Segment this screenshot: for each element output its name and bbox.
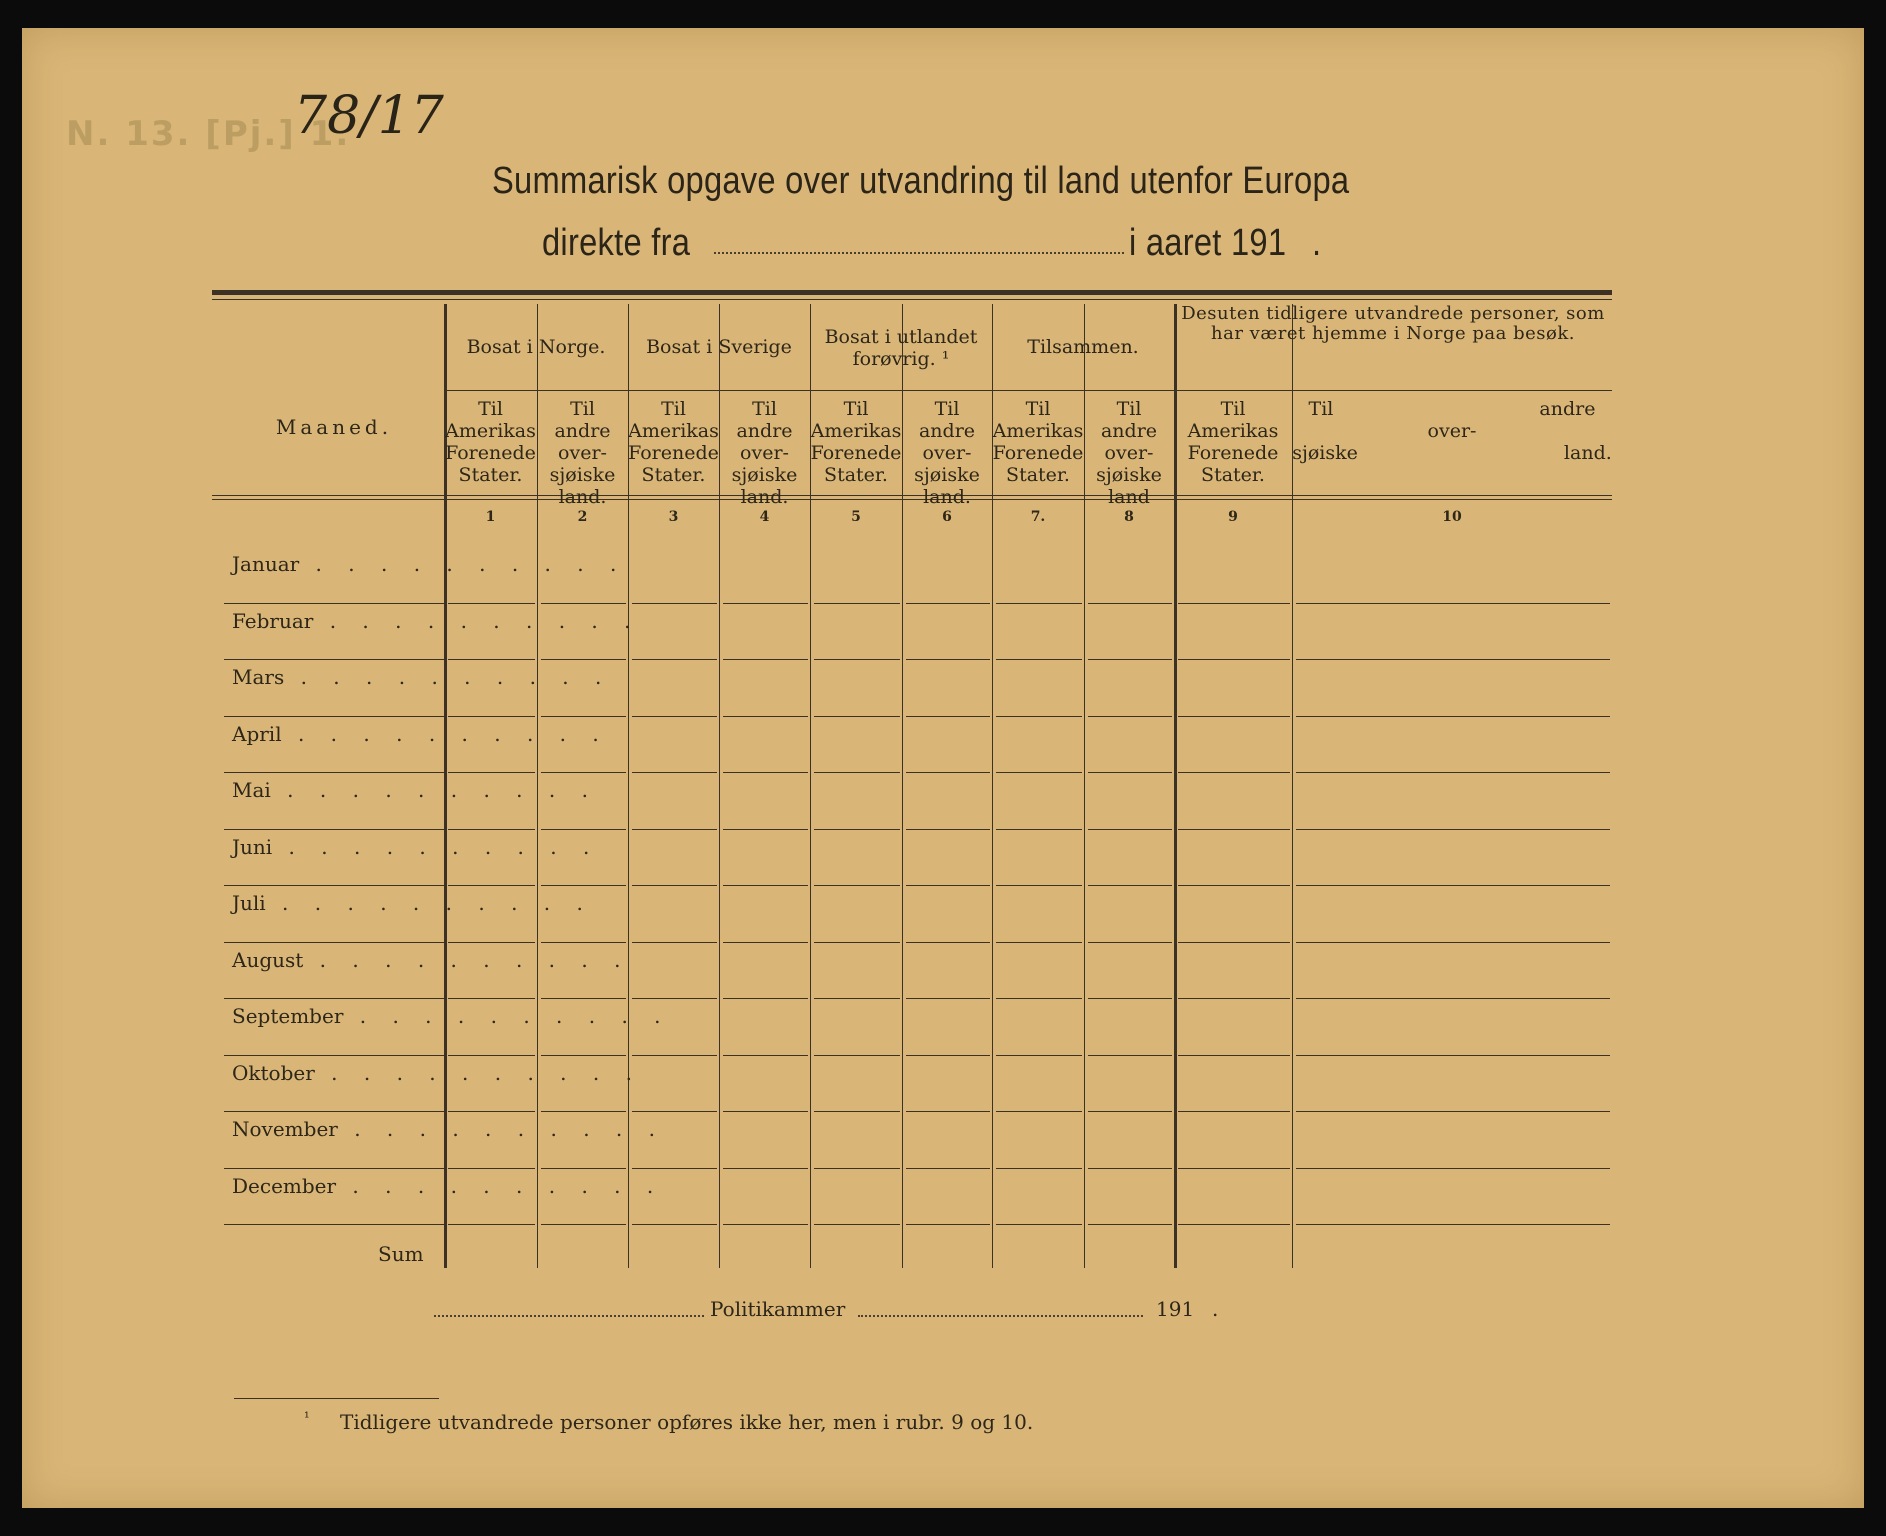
table-cell bbox=[1178, 772, 1290, 773]
table-cell bbox=[814, 1055, 900, 1056]
table-cell bbox=[541, 716, 626, 717]
table-cell bbox=[1088, 829, 1172, 830]
column-number-10: 10 bbox=[1442, 509, 1462, 525]
table-cell bbox=[1296, 716, 1610, 717]
column-number-1: 1 bbox=[485, 509, 496, 525]
table-cell bbox=[1088, 885, 1172, 886]
table-cell bbox=[1178, 603, 1290, 604]
table-cell bbox=[1178, 1224, 1290, 1225]
table-cell bbox=[1088, 942, 1172, 943]
leader-dots: . . . . . . . . . . bbox=[313, 608, 641, 633]
leader-dots: . . . . . . . . . . bbox=[265, 891, 593, 915]
table-cell bbox=[996, 716, 1082, 717]
leader-dots: . . . . . . . . . . bbox=[299, 552, 627, 576]
table-cell bbox=[1296, 885, 1610, 886]
table-cell bbox=[814, 885, 900, 886]
month-row-label bbox=[232, 665, 612, 689]
table-cell bbox=[1178, 1168, 1290, 1169]
table-cell bbox=[448, 1111, 535, 1112]
group-header-underline bbox=[992, 390, 1174, 391]
form-title-line1: Summarisk opgave over utvandring til land utenfor Europa bbox=[492, 160, 1350, 202]
sum-label: Sum bbox=[378, 1242, 424, 1266]
table-cell bbox=[906, 716, 990, 717]
table-cell bbox=[996, 1055, 1082, 1056]
table-cell bbox=[723, 1168, 808, 1169]
group-header-underline bbox=[810, 390, 992, 391]
table-cell bbox=[906, 603, 990, 604]
table-cell bbox=[632, 1111, 717, 1112]
leader-dots: . . . . . . . . . . bbox=[314, 1060, 642, 1085]
table-cell bbox=[723, 603, 808, 604]
month-name: Juni bbox=[232, 834, 273, 859]
table-cell bbox=[996, 1111, 1082, 1112]
group-header-underline bbox=[1174, 390, 1612, 391]
month-name: August bbox=[232, 947, 304, 972]
footer-year: 191 bbox=[1156, 1297, 1195, 1321]
table-cell bbox=[632, 998, 717, 999]
month-row-rule bbox=[224, 603, 444, 604]
table-cell bbox=[541, 772, 626, 773]
leader-dots: . . . . . . . . . . bbox=[272, 834, 600, 859]
table-cell bbox=[632, 659, 717, 660]
month-name: September bbox=[232, 1004, 344, 1028]
month-row-rule bbox=[224, 1224, 444, 1225]
form-title-period: . bbox=[1312, 222, 1322, 264]
table-cell bbox=[814, 603, 900, 604]
table-cell bbox=[541, 1111, 626, 1112]
table-cell bbox=[448, 998, 535, 999]
signature-place-line bbox=[434, 1315, 704, 1317]
leader-dots: . . . . . . . . . . bbox=[270, 778, 598, 802]
month-row-label bbox=[232, 608, 641, 633]
table-cell bbox=[1296, 829, 1610, 830]
table-cell bbox=[996, 829, 1082, 830]
sub-header-1: Til Amerikas Forenede Stater. bbox=[445, 398, 536, 486]
table-cell bbox=[1296, 1168, 1610, 1169]
table-top-heavy-rule bbox=[212, 290, 1612, 295]
table-cell bbox=[1088, 716, 1172, 717]
month-row-label bbox=[232, 1173, 664, 1198]
month-row-rule bbox=[224, 1168, 444, 1169]
table-cell bbox=[541, 885, 626, 886]
table-cell bbox=[448, 603, 535, 604]
table-cell bbox=[814, 659, 900, 660]
table-cell bbox=[1178, 659, 1290, 660]
table-cell bbox=[906, 659, 990, 660]
table-cell bbox=[906, 1111, 990, 1112]
leader-dots: . . . . . . . . . . bbox=[281, 721, 609, 746]
table-cell bbox=[723, 659, 808, 660]
table-cell bbox=[814, 1168, 900, 1169]
month-row-label bbox=[232, 1060, 642, 1085]
table-cell bbox=[541, 603, 626, 604]
table-cell bbox=[996, 885, 1082, 886]
table-cell bbox=[1088, 603, 1172, 604]
table-cell bbox=[723, 942, 808, 943]
table-cell bbox=[448, 716, 535, 717]
table-cell bbox=[632, 829, 717, 830]
table-cell bbox=[1088, 1055, 1172, 1056]
table-cell bbox=[632, 885, 717, 886]
month-name: Februar bbox=[232, 608, 314, 633]
column-number-5: 5 bbox=[851, 509, 861, 525]
group-header-2: Bosat i Sverige bbox=[646, 336, 792, 358]
table-cell bbox=[723, 1224, 808, 1225]
month-column-header: Maaned. bbox=[275, 415, 393, 439]
table-cell bbox=[814, 998, 900, 999]
table-cell bbox=[632, 716, 717, 717]
table-cell bbox=[1178, 716, 1290, 717]
group-header-underline bbox=[444, 390, 628, 391]
group-header-3: Bosat i utlandet forøvrig. ¹ bbox=[824, 326, 978, 370]
table-cell bbox=[1296, 998, 1610, 999]
table-cell bbox=[541, 1055, 626, 1056]
footnote-rule bbox=[234, 1398, 439, 1399]
leader-dots: . . . . . . . . . . bbox=[337, 1117, 665, 1141]
month-row-label bbox=[232, 1117, 665, 1141]
table-cell bbox=[1296, 1111, 1610, 1112]
month-row-rule bbox=[224, 885, 444, 886]
document-page bbox=[22, 28, 1864, 1508]
table-cell bbox=[1296, 659, 1610, 660]
table-cell bbox=[632, 942, 717, 943]
form-title-prefix: direkte fra bbox=[542, 222, 691, 264]
table-cell bbox=[632, 1055, 717, 1056]
emigration-table bbox=[22, 28, 1864, 1508]
table-cell bbox=[632, 603, 717, 604]
table-cell bbox=[996, 942, 1082, 943]
sub-header-8: Til andre over- sjøiske land bbox=[1096, 398, 1162, 508]
table-top-thin-rule bbox=[212, 299, 1612, 300]
month-name: Juli bbox=[232, 891, 266, 915]
sub-header-2: Til andre over- sjøiske land. bbox=[549, 398, 616, 508]
table-cell bbox=[906, 1168, 990, 1169]
table-cell bbox=[541, 998, 626, 999]
group-header-1: Bosat i Norge. bbox=[466, 336, 606, 358]
month-name: December bbox=[232, 1173, 337, 1198]
table-cell bbox=[1178, 885, 1290, 886]
month-row-rule bbox=[224, 1111, 444, 1112]
leader-dots: . . . . . . . . . . bbox=[336, 1173, 664, 1198]
table-cell bbox=[632, 772, 717, 773]
handwritten-note: 78/17 bbox=[294, 86, 444, 146]
table-cell bbox=[448, 1055, 535, 1056]
table-cell bbox=[448, 885, 535, 886]
month-row-label bbox=[232, 552, 627, 576]
table-cell bbox=[541, 942, 626, 943]
table-cell bbox=[906, 772, 990, 773]
month-row-rule bbox=[224, 829, 444, 830]
table-cell bbox=[541, 659, 626, 660]
table-cell bbox=[1088, 1168, 1172, 1169]
group-header-underline bbox=[628, 390, 810, 391]
month-row-rule bbox=[224, 1055, 444, 1056]
table-cell bbox=[814, 716, 900, 717]
month-name: Mars bbox=[232, 665, 285, 689]
leader-dots: . . . . . . . . . . bbox=[303, 947, 631, 972]
table-cell bbox=[814, 829, 900, 830]
month-row-rule bbox=[224, 716, 444, 717]
month-row-rule bbox=[224, 772, 444, 773]
month-row-rule bbox=[224, 998, 444, 999]
table-cell bbox=[1088, 1224, 1172, 1225]
table-cell bbox=[448, 1224, 535, 1225]
leader-dots: . . . . . . . . . . bbox=[284, 665, 612, 689]
table-cell bbox=[996, 772, 1082, 773]
sub-header-3: Til Amerikas Forenede Stater. bbox=[628, 398, 719, 486]
month-name: Oktober bbox=[232, 1060, 315, 1085]
table-cell bbox=[723, 829, 808, 830]
table-cell bbox=[723, 1111, 808, 1112]
table-cell bbox=[996, 603, 1082, 604]
sub-header-5: Til Amerikas Forenede Stater. bbox=[810, 398, 902, 486]
table-cell bbox=[632, 1168, 717, 1169]
table-cell bbox=[814, 772, 900, 773]
table-cell bbox=[541, 1168, 626, 1169]
month-row-label bbox=[232, 1004, 671, 1028]
column-number-8: 8 bbox=[1124, 509, 1134, 525]
table-cell bbox=[1296, 1055, 1610, 1056]
month-row-rule bbox=[224, 659, 444, 660]
table-cell bbox=[996, 1224, 1082, 1225]
table-cell bbox=[1178, 942, 1290, 943]
sub-header-4: Til andre over- sjøiske land. bbox=[731, 398, 798, 508]
month-name: Januar bbox=[232, 552, 300, 576]
table-cell bbox=[1088, 1111, 1172, 1112]
table-cell bbox=[814, 942, 900, 943]
column-number-7: 7. bbox=[1030, 509, 1046, 525]
month-row-label bbox=[232, 721, 609, 746]
table-cell bbox=[1088, 998, 1172, 999]
table-cell bbox=[814, 1224, 900, 1225]
table-cell bbox=[814, 1111, 900, 1112]
table-cell bbox=[632, 1224, 717, 1225]
month-name: November bbox=[232, 1117, 338, 1141]
table-cell bbox=[1178, 829, 1290, 830]
month-name: Mai bbox=[232, 778, 271, 802]
sub-header-9: Til Amerikas Forenede Stater. bbox=[1187, 398, 1279, 486]
table-cell bbox=[1296, 942, 1610, 943]
table-cell bbox=[1178, 1055, 1290, 1056]
table-cell bbox=[906, 998, 990, 999]
column-number-9: 9 bbox=[1228, 509, 1238, 525]
leader-dots: . . . . . . . . . . bbox=[343, 1004, 671, 1028]
table-cell bbox=[996, 998, 1082, 999]
column-number-6: 6 bbox=[942, 509, 952, 525]
table-cell bbox=[1296, 603, 1610, 604]
table-cell bbox=[723, 885, 808, 886]
table-cell bbox=[906, 829, 990, 830]
form-title-year: i aaret 191 bbox=[1129, 222, 1287, 264]
table-cell bbox=[1178, 998, 1290, 999]
column-number-2: 2 bbox=[577, 509, 588, 525]
table-cell bbox=[906, 1055, 990, 1056]
table-cell bbox=[1088, 772, 1172, 773]
sub-header-6: Til andre over- sjøiske land. bbox=[914, 398, 980, 508]
politikammer-label: Politikammer bbox=[710, 1297, 846, 1321]
month-row-rule bbox=[224, 942, 444, 943]
table-cell bbox=[906, 942, 990, 943]
column-number-3: 3 bbox=[668, 509, 679, 525]
table-cell bbox=[1296, 772, 1610, 773]
table-cell bbox=[1178, 1111, 1290, 1112]
group-header-5: Desuten tidligere utvandrede personer, som har været hjemme i Norge paa besøk. bbox=[1181, 303, 1605, 344]
footnote-text: Tidligere utvandrede personer opføres ikke her, men i rubr. 9 og 10. bbox=[340, 1410, 1034, 1434]
table-cell bbox=[723, 1055, 808, 1056]
month-name: April bbox=[232, 721, 282, 746]
table-cell bbox=[723, 772, 808, 773]
faded-stamp: N. 13. [Pj.] 1. bbox=[66, 114, 351, 154]
table-cell bbox=[448, 942, 535, 943]
table-cell bbox=[541, 829, 626, 830]
month-row-label bbox=[232, 947, 631, 972]
table-cell bbox=[723, 998, 808, 999]
table-cell bbox=[906, 1224, 990, 1225]
sub-header-7: Til Amerikas Forenede Stater. bbox=[992, 398, 1084, 486]
table-cell bbox=[541, 1224, 626, 1225]
table-cell bbox=[448, 1168, 535, 1169]
table-cell bbox=[448, 659, 535, 660]
group-header-4: Tilsammen. bbox=[1027, 336, 1139, 358]
table-cell bbox=[996, 1168, 1082, 1169]
table-cell bbox=[906, 885, 990, 886]
table-cell bbox=[1088, 659, 1172, 660]
month-row-label bbox=[232, 834, 600, 859]
table-cell bbox=[996, 659, 1082, 660]
month-row-label bbox=[232, 778, 598, 802]
table-cell bbox=[723, 716, 808, 717]
politikammer-date-line bbox=[858, 1315, 1143, 1317]
column-number-4: 4 bbox=[759, 509, 770, 525]
table-cell bbox=[1296, 1224, 1610, 1225]
footnote-mark: ¹ bbox=[304, 1410, 310, 1426]
table-cell bbox=[448, 829, 535, 830]
table-cell bbox=[448, 772, 535, 773]
footer-period: . bbox=[1212, 1297, 1219, 1321]
sub-header-10: Til andre over- sjøiske land. bbox=[1292, 398, 1612, 464]
month-row-label bbox=[232, 891, 593, 915]
